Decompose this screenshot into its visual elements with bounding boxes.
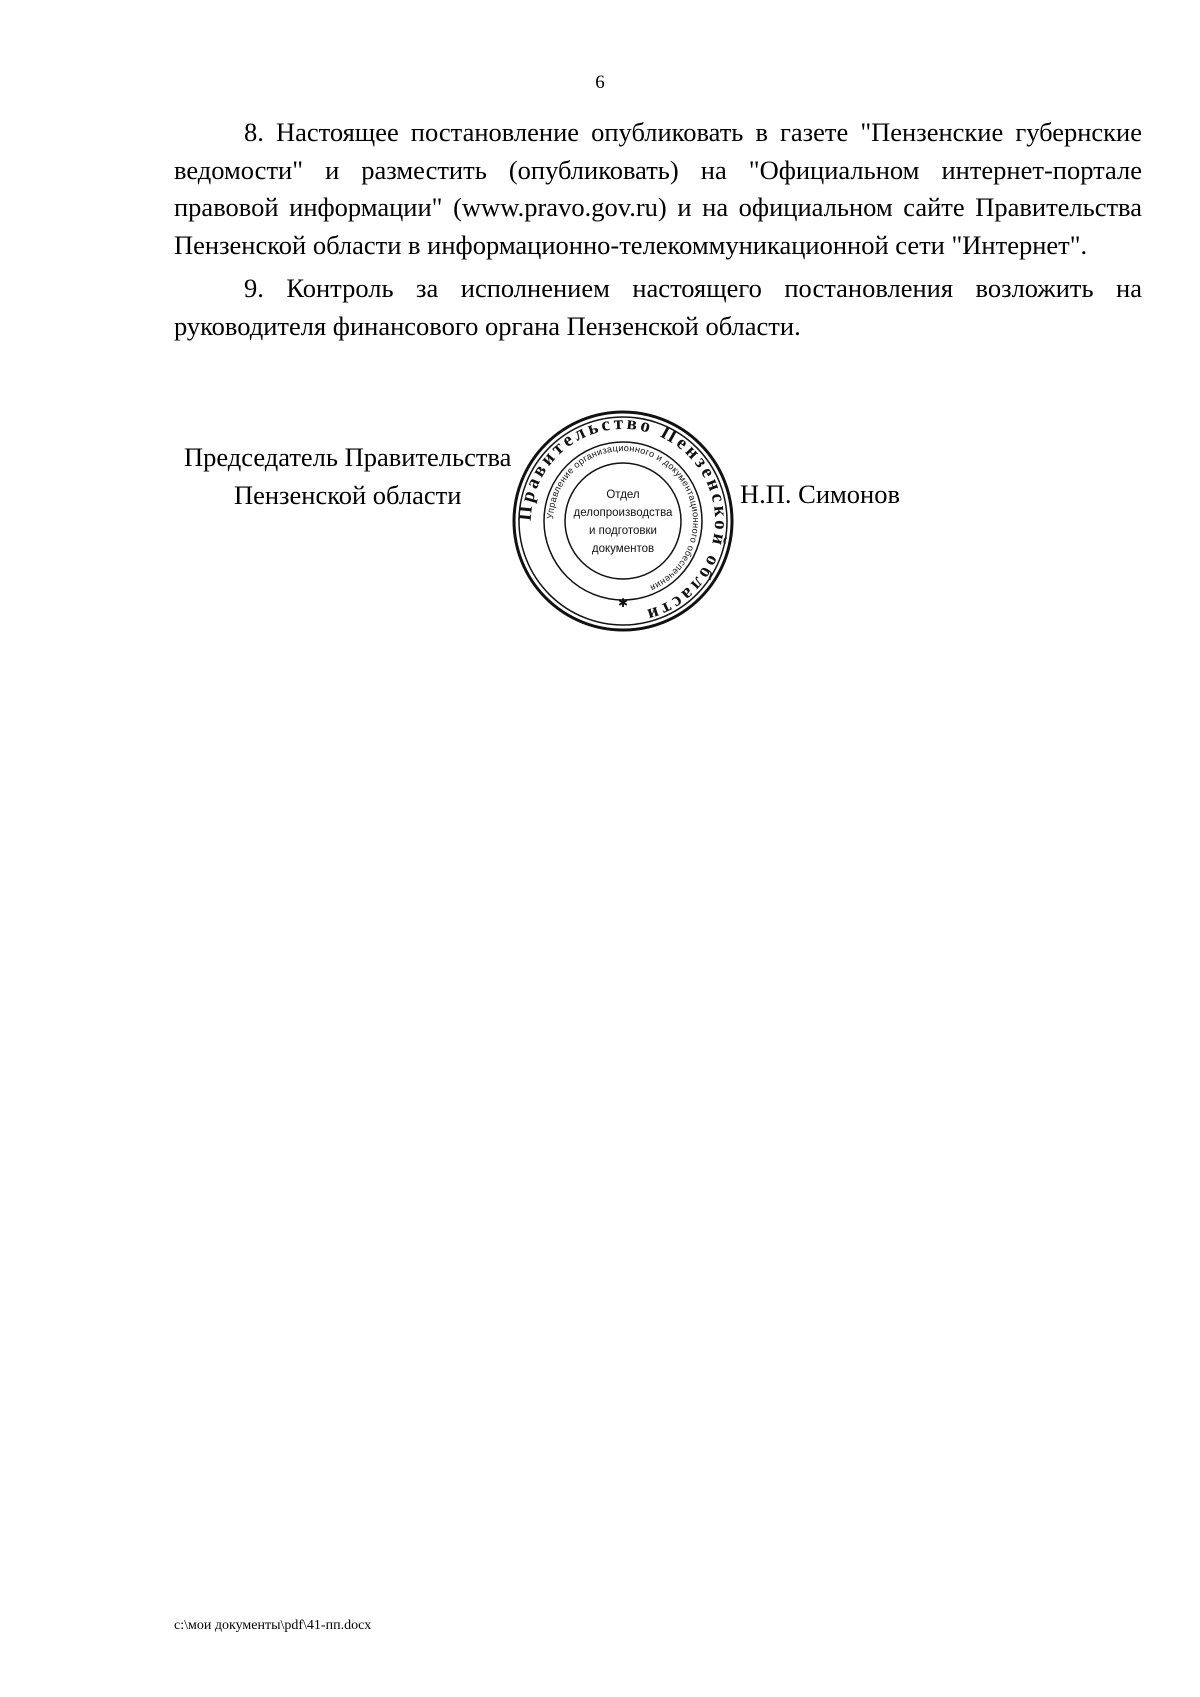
signatory-position-line2: Пензенской области [233, 480, 462, 510]
seal-star-icon: ✱ [617, 596, 629, 610]
footer-file-path: c:\мои документы\pdf\41-пп.docx [174, 1618, 372, 1633]
document-body [174, 114, 1142, 351]
signatory-position [184, 438, 511, 514]
paragraph-9: 9. Контроль за исполнением настоящего постановления возложить на руководителя финансового органа Пензенской области. [174, 273, 1142, 341]
seal-center-line3: и подготовки [589, 525, 657, 537]
seal-outer-text: Правительство Пензенской области [514, 412, 732, 627]
seal-middle-text: Управление организационного и документационного обеспечения [544, 442, 702, 594]
page-number: 6 [595, 72, 605, 93]
seal-center-line4: документов [591, 543, 655, 555]
paragraph-8: 8. Настоящее постановление опубликовать в газете "Пензенские губернские ведомости" и разместить (опубликовать) на "Официальном интернет-портале правовой информации" (www.pravo.gov.ru) и на официальном сайте Правительства Пензенской области в информационно-телекоммуникационной сети "Интернет". [174, 117, 1142, 260]
signatory-name: Н.П. Симонов [740, 479, 900, 509]
seal-center-line1: Отдел [606, 489, 640, 501]
signatory-position-line1: Председатель Правительства [184, 442, 512, 472]
official-seal [510, 408, 736, 634]
seal-center-line2: делопроизводства [573, 507, 673, 519]
